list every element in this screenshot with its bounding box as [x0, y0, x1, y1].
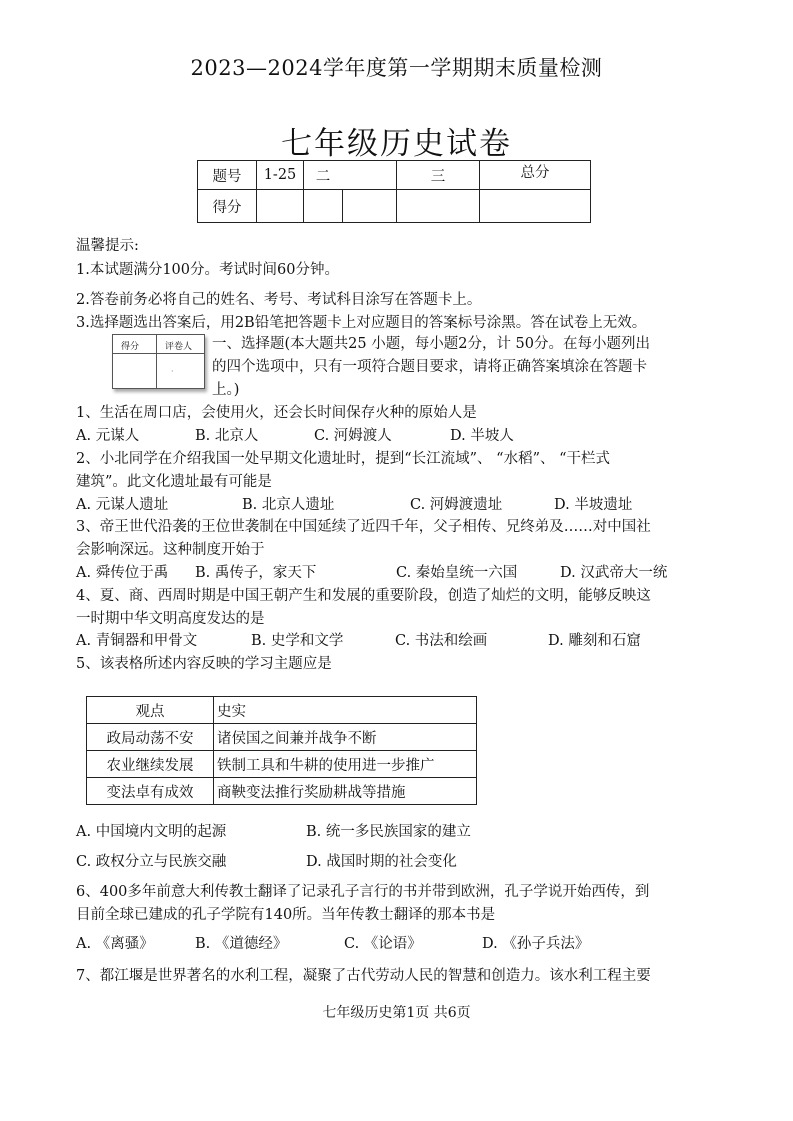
notice-heading: 温馨提示: [76, 238, 139, 254]
score-cell: 得分 [198, 190, 257, 223]
option: C. 河姆渡遗址 [410, 497, 503, 513]
q5-table [86, 696, 477, 805]
question-stem: 1、生活在周口店，会使用火，还会长时间保存火种的原始人是 [76, 405, 477, 421]
option: A. 《离骚》 [76, 936, 154, 952]
exam-subject-title: 七年级历史试卷 [281, 126, 512, 162]
section-heading: 的四个选项中，只有一项符合题目要求，请将正确答案填涂在答题卡 [212, 359, 647, 375]
question-stem: 7、都江堰是世界著名的水利工程，凝聚了古代劳动人民的智慧和创造力。该水利工程主要 [76, 968, 651, 984]
score-cell [342, 190, 397, 223]
question-stem: 目前全球已建成的孔子学院有140所。当年传教士翻译的那本书是 [76, 907, 496, 923]
option: D. 雕刻和石窟 [548, 633, 641, 649]
table-cell: 铁制工具和牛耕的使用进一步推广 [214, 751, 477, 778]
option: D. 《孙子兵法》 [482, 936, 590, 952]
option: B. 禹传子，家天下 [195, 565, 317, 581]
option: D. 半坡人 [450, 428, 514, 444]
score-cell: 三 [397, 161, 480, 190]
grader-label: 评卷人 [165, 342, 193, 352]
divider [156, 335, 157, 388]
option: C. 政权分立与民族交融 [76, 854, 227, 870]
option: A. 元谋人遗址 [76, 497, 169, 513]
option: D. 战国时期的社会变化 [306, 854, 457, 870]
question-stem: 5、该表格所述内容反映的学习主题应是 [76, 656, 332, 672]
table-row [87, 751, 477, 778]
score-cell: 总分 [480, 161, 591, 190]
table-cell: 政局动荡不安 [87, 724, 214, 751]
option: C. 秦始皇统一六国 [396, 565, 518, 581]
score-table-header-row [198, 161, 591, 190]
option: B. 统一多民族国家的建立 [306, 824, 471, 840]
table-row [87, 778, 477, 805]
notice-item: 2.答卷前务必将自己的姓名、考号、考试科目涂写在答题卡上。 [76, 292, 482, 308]
question-stem: 建筑”。此文化遗址最有可能是 [76, 474, 272, 490]
score-table [197, 160, 591, 223]
score-cell: 题号 [198, 161, 257, 190]
table-row [87, 697, 477, 724]
option: C. 书法和绘画 [395, 633, 488, 649]
score-cell [480, 190, 591, 223]
option: B. 史学和文学 [251, 633, 344, 649]
table-cell: 商鞅变法推行奖励耕战等措施 [214, 778, 477, 805]
score-cell [304, 190, 343, 223]
section-heading: 一、选择题(本大题共25 小题，每小题2分，计 50分。在每小题列出 [212, 336, 650, 352]
option: C. 河姆渡人 [314, 428, 392, 444]
score-cell [397, 190, 480, 223]
option: A. 舜传位于禹 [76, 565, 169, 581]
notice-item: 1.本试题满分100分。考试时间60分钟。 [76, 262, 339, 278]
option: B. 《道德经》 [195, 936, 288, 952]
option: A. 元谋人 [76, 428, 140, 444]
score-cell [342, 161, 397, 190]
page-footer: 七年级历史第1页 共6页 [322, 1005, 471, 1021]
table-cell: 观点 [87, 697, 214, 724]
notice-item: 3.选择题选出答案后，用2B铅笔把答题卡上对应题目的答案标号涂黑。答在试卷上无效。 [76, 315, 647, 331]
question-stem: 3、帝王世代沿袭的王位世袭制在中国延续了近四千年，父子相传、兄终弟及……对中国社 [76, 519, 651, 535]
mark: · [171, 367, 174, 376]
score-label: 得分 [121, 342, 140, 352]
score-cell [257, 190, 304, 223]
grader-score-box [112, 334, 205, 389]
option: D. 半坡遗址 [554, 497, 633, 513]
table-row [87, 724, 477, 751]
option: D. 汉武帝大一统 [560, 565, 668, 581]
question-stem: 会影响深远。这种制度开始于 [76, 542, 265, 558]
table-cell: 史实 [214, 697, 477, 724]
question-stem: 一时期中华文明高度发达的是 [76, 611, 265, 627]
option: B. 北京人 [195, 428, 259, 444]
question-stem: 4、夏、商、西周时期是中国王朝产生和发展的重要阶段，创造了灿烂的文明，能够反映这 [76, 588, 651, 604]
question-stem: 6、400多年前意大利传教士翻译了记录孔子言行的书并带到欧洲，孔子学说开始西传，到 [76, 884, 650, 900]
table-cell: 诸侯国之间兼并战争不断 [214, 724, 477, 751]
question-stem: 2、小北同学在介绍我国一处早期文化遗址时，提到“长江流域”、 “水稻”、 “干栏式 [76, 451, 611, 467]
option: A. 青铜器和甲骨文 [76, 633, 198, 649]
option: A. 中国境内文明的起源 [76, 824, 227, 840]
score-table-score-row [198, 190, 591, 223]
option: B. 北京人遗址 [242, 497, 335, 513]
score-cell: 二 [304, 161, 343, 190]
option: C. 《论语》 [344, 936, 422, 952]
table-cell: 农业继续发展 [87, 751, 214, 778]
section-heading: 上。) [212, 382, 240, 398]
score-cell: 1-25 [257, 161, 304, 190]
table-cell: 变法卓有成效 [87, 778, 214, 805]
exam-period-title: 2023—2024学年度第一学期期末质量检测 [190, 56, 603, 80]
